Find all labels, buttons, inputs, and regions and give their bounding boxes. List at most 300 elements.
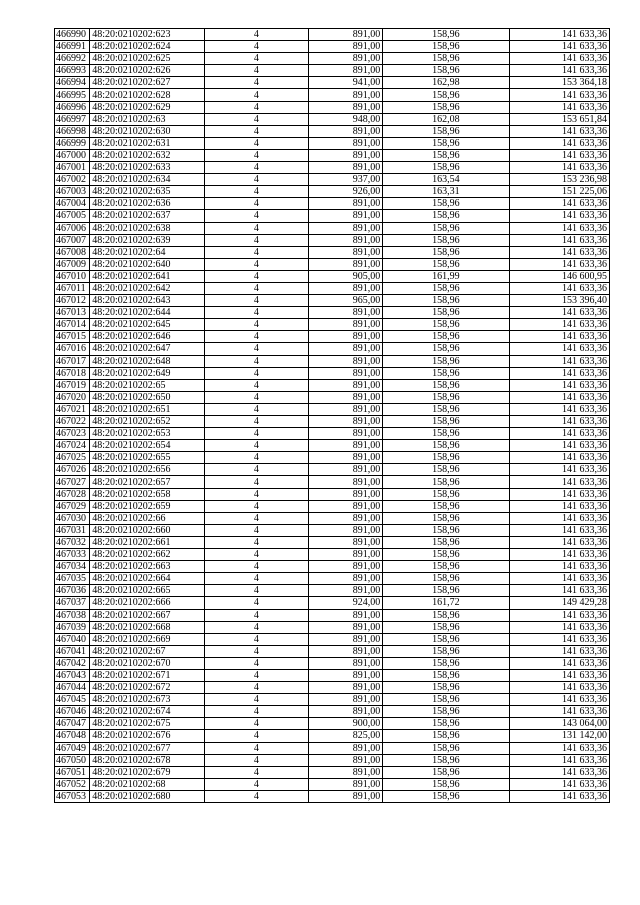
rate-cell: 158,96 bbox=[383, 464, 509, 476]
table-row bbox=[55, 476, 610, 488]
value-cell: 141 633,36 bbox=[509, 246, 609, 258]
category-cell: 4 bbox=[205, 706, 309, 718]
row-number-cell: 467022 bbox=[55, 416, 90, 428]
value-cell: 141 633,36 bbox=[509, 500, 609, 512]
category-cell: 4 bbox=[205, 29, 309, 41]
rate-cell: 158,96 bbox=[383, 500, 509, 512]
table-row bbox=[55, 766, 610, 778]
cadastral-number-cell: 48:20:0210202:647 bbox=[90, 343, 205, 355]
row-number-cell: 467028 bbox=[55, 488, 90, 500]
table-row bbox=[55, 561, 610, 573]
cadastral-number-cell: 48:20:0210202:629 bbox=[90, 101, 205, 113]
row-number-cell: 466997 bbox=[55, 113, 90, 125]
rate-cell: 158,96 bbox=[383, 210, 509, 222]
cadastral-number-cell: 48:20:0210202:652 bbox=[90, 416, 205, 428]
value-cell: 141 633,36 bbox=[509, 416, 609, 428]
table-row bbox=[55, 319, 610, 331]
table-row bbox=[55, 125, 610, 137]
value-cell: 141 633,36 bbox=[509, 367, 609, 379]
category-cell: 4 bbox=[205, 669, 309, 681]
cadastral-number-cell: 48:20:0210202:632 bbox=[90, 149, 205, 161]
rate-cell: 158,96 bbox=[383, 754, 509, 766]
cadastral-number-cell: 48:20:0210202:634 bbox=[90, 174, 205, 186]
table-row bbox=[55, 282, 610, 294]
table-row bbox=[55, 500, 610, 512]
value-cell: 141 633,36 bbox=[509, 162, 609, 174]
area-cell: 891,00 bbox=[308, 222, 383, 234]
rate-cell: 158,96 bbox=[383, 162, 509, 174]
table-row bbox=[55, 669, 610, 681]
row-number-cell: 467026 bbox=[55, 464, 90, 476]
area-cell: 891,00 bbox=[308, 585, 383, 597]
category-cell: 4 bbox=[205, 500, 309, 512]
area-cell: 891,00 bbox=[308, 101, 383, 113]
row-number-cell: 467014 bbox=[55, 319, 90, 331]
category-cell: 4 bbox=[205, 246, 309, 258]
category-cell: 4 bbox=[205, 295, 309, 307]
rate-cell: 162,98 bbox=[383, 77, 509, 89]
category-cell: 4 bbox=[205, 452, 309, 464]
table-body bbox=[55, 29, 610, 803]
area-cell: 891,00 bbox=[308, 125, 383, 137]
rate-cell: 158,96 bbox=[383, 246, 509, 258]
area-cell: 891,00 bbox=[308, 391, 383, 403]
rate-cell: 158,96 bbox=[383, 766, 509, 778]
row-number-cell: 467051 bbox=[55, 766, 90, 778]
category-cell: 4 bbox=[205, 694, 309, 706]
rate-cell: 158,96 bbox=[383, 742, 509, 754]
rate-cell: 158,96 bbox=[383, 89, 509, 101]
value-cell: 141 633,36 bbox=[509, 633, 609, 645]
category-cell: 4 bbox=[205, 186, 309, 198]
table-row bbox=[55, 379, 610, 391]
row-number-cell: 467050 bbox=[55, 754, 90, 766]
rate-cell: 158,96 bbox=[383, 416, 509, 428]
category-cell: 4 bbox=[205, 536, 309, 548]
value-cell: 141 633,36 bbox=[509, 379, 609, 391]
cadastral-number-cell: 48:20:0210202:666 bbox=[90, 597, 205, 609]
cadastral-number-cell: 48:20:0210202:638 bbox=[90, 222, 205, 234]
table-row bbox=[55, 440, 610, 452]
row-number-cell: 467025 bbox=[55, 452, 90, 464]
area-cell: 891,00 bbox=[308, 367, 383, 379]
table-row bbox=[55, 101, 610, 113]
value-cell: 141 633,36 bbox=[509, 307, 609, 319]
area-cell: 891,00 bbox=[308, 440, 383, 452]
category-cell: 4 bbox=[205, 682, 309, 694]
row-number-cell: 467029 bbox=[55, 500, 90, 512]
value-cell: 141 633,36 bbox=[509, 222, 609, 234]
row-number-cell: 466992 bbox=[55, 53, 90, 65]
area-cell: 891,00 bbox=[308, 234, 383, 246]
cadastral-number-cell: 48:20:0210202:674 bbox=[90, 706, 205, 718]
value-cell: 143 064,00 bbox=[509, 718, 609, 730]
table-row bbox=[55, 524, 610, 536]
rate-cell: 158,96 bbox=[383, 222, 509, 234]
value-cell: 141 633,36 bbox=[509, 682, 609, 694]
category-cell: 4 bbox=[205, 53, 309, 65]
value-cell: 141 633,36 bbox=[509, 125, 609, 137]
row-number-cell: 467023 bbox=[55, 428, 90, 440]
rate-cell: 158,96 bbox=[383, 331, 509, 343]
rate-cell: 158,96 bbox=[383, 198, 509, 210]
cadastral-number-cell: 48:20:0210202:628 bbox=[90, 89, 205, 101]
category-cell: 4 bbox=[205, 657, 309, 669]
table-row bbox=[55, 186, 610, 198]
category-cell: 4 bbox=[205, 754, 309, 766]
row-number-cell: 467052 bbox=[55, 778, 90, 790]
rate-cell: 158,96 bbox=[383, 367, 509, 379]
row-number-cell: 467036 bbox=[55, 585, 90, 597]
value-cell: 131 142,00 bbox=[509, 730, 609, 742]
cadastral-number-cell: 48:20:0210202:64 bbox=[90, 246, 205, 258]
cadastral-number-cell: 48:20:0210202:657 bbox=[90, 476, 205, 488]
value-cell: 141 633,36 bbox=[509, 355, 609, 367]
rate-cell: 158,96 bbox=[383, 258, 509, 270]
row-number-cell: 467041 bbox=[55, 645, 90, 657]
row-number-cell: 467017 bbox=[55, 355, 90, 367]
cadastral-number-cell: 48:20:0210202:637 bbox=[90, 210, 205, 222]
table-row bbox=[55, 488, 610, 500]
cadastral-number-cell: 48:20:0210202:68 bbox=[90, 778, 205, 790]
cadastral-value-table bbox=[54, 28, 610, 803]
row-number-cell: 467045 bbox=[55, 694, 90, 706]
value-cell: 141 633,36 bbox=[509, 524, 609, 536]
area-cell: 891,00 bbox=[308, 464, 383, 476]
table-row bbox=[55, 41, 610, 53]
value-cell: 141 633,36 bbox=[509, 742, 609, 754]
rate-cell: 158,96 bbox=[383, 234, 509, 246]
value-cell: 141 633,36 bbox=[509, 53, 609, 65]
value-cell: 141 633,36 bbox=[509, 536, 609, 548]
rate-cell: 158,96 bbox=[383, 512, 509, 524]
row-number-cell: 467049 bbox=[55, 742, 90, 754]
area-cell: 891,00 bbox=[308, 29, 383, 41]
table-row bbox=[55, 113, 610, 125]
row-number-cell: 466999 bbox=[55, 137, 90, 149]
cadastral-number-cell: 48:20:0210202:646 bbox=[90, 331, 205, 343]
cadastral-number-cell: 48:20:0210202:680 bbox=[90, 790, 205, 802]
category-cell: 4 bbox=[205, 428, 309, 440]
cadastral-number-cell: 48:20:0210202:678 bbox=[90, 754, 205, 766]
table-row bbox=[55, 778, 610, 790]
cadastral-number-cell: 48:20:0210202:640 bbox=[90, 258, 205, 270]
value-cell: 141 633,36 bbox=[509, 669, 609, 681]
category-cell: 4 bbox=[205, 718, 309, 730]
value-cell: 141 633,36 bbox=[509, 65, 609, 77]
category-cell: 4 bbox=[205, 65, 309, 77]
cadastral-number-cell: 48:20:0210202:642 bbox=[90, 282, 205, 294]
row-number-cell: 467009 bbox=[55, 258, 90, 270]
row-number-cell: 467016 bbox=[55, 343, 90, 355]
category-cell: 4 bbox=[205, 210, 309, 222]
cadastral-number-cell: 48:20:0210202:658 bbox=[90, 488, 205, 500]
rate-cell: 158,96 bbox=[383, 669, 509, 681]
cadastral-number-cell: 48:20:0210202:625 bbox=[90, 53, 205, 65]
cadastral-number-cell: 48:20:0210202:649 bbox=[90, 367, 205, 379]
category-cell: 4 bbox=[205, 585, 309, 597]
value-cell: 141 633,36 bbox=[509, 89, 609, 101]
rate-cell: 158,96 bbox=[383, 403, 509, 415]
value-cell: 153 651,84 bbox=[509, 113, 609, 125]
table-row bbox=[55, 730, 610, 742]
category-cell: 4 bbox=[205, 609, 309, 621]
table-row bbox=[55, 621, 610, 633]
rate-cell: 158,96 bbox=[383, 355, 509, 367]
value-cell: 149 429,28 bbox=[509, 597, 609, 609]
cadastral-number-cell: 48:20:0210202:664 bbox=[90, 573, 205, 585]
category-cell: 4 bbox=[205, 174, 309, 186]
cadastral-number-cell: 48:20:0210202:665 bbox=[90, 585, 205, 597]
area-cell: 891,00 bbox=[308, 428, 383, 440]
table-row bbox=[55, 343, 610, 355]
rate-cell: 158,96 bbox=[383, 657, 509, 669]
value-cell: 151 225,06 bbox=[509, 186, 609, 198]
area-cell: 891,00 bbox=[308, 609, 383, 621]
category-cell: 4 bbox=[205, 234, 309, 246]
category-cell: 4 bbox=[205, 742, 309, 754]
row-number-cell: 466995 bbox=[55, 89, 90, 101]
table-row bbox=[55, 452, 610, 464]
cadastral-number-cell: 48:20:0210202:631 bbox=[90, 137, 205, 149]
row-number-cell: 467011 bbox=[55, 282, 90, 294]
row-number-cell: 467039 bbox=[55, 621, 90, 633]
rate-cell: 158,96 bbox=[383, 53, 509, 65]
area-cell: 891,00 bbox=[308, 500, 383, 512]
cadastral-number-cell: 48:20:0210202:643 bbox=[90, 295, 205, 307]
table-row bbox=[55, 295, 610, 307]
area-cell: 891,00 bbox=[308, 754, 383, 766]
row-number-cell: 467048 bbox=[55, 730, 90, 742]
cadastral-number-cell: 48:20:0210202:679 bbox=[90, 766, 205, 778]
table-row bbox=[55, 198, 610, 210]
rate-cell: 158,96 bbox=[383, 125, 509, 137]
row-number-cell: 467047 bbox=[55, 718, 90, 730]
table-row bbox=[55, 536, 610, 548]
table-row bbox=[55, 403, 610, 415]
rate-cell: 158,96 bbox=[383, 319, 509, 331]
area-cell: 891,00 bbox=[308, 89, 383, 101]
area-cell: 926,00 bbox=[308, 186, 383, 198]
cadastral-number-cell: 48:20:0210202:670 bbox=[90, 657, 205, 669]
area-cell: 891,00 bbox=[308, 282, 383, 294]
row-number-cell: 467003 bbox=[55, 186, 90, 198]
area-cell: 891,00 bbox=[308, 343, 383, 355]
rate-cell: 158,96 bbox=[383, 488, 509, 500]
category-cell: 4 bbox=[205, 41, 309, 53]
table-row bbox=[55, 331, 610, 343]
row-number-cell: 467042 bbox=[55, 657, 90, 669]
cadastral-number-cell: 48:20:0210202:65 bbox=[90, 379, 205, 391]
category-cell: 4 bbox=[205, 282, 309, 294]
value-cell: 141 633,36 bbox=[509, 488, 609, 500]
value-cell: 141 633,36 bbox=[509, 149, 609, 161]
cadastral-number-cell: 48:20:0210202:653 bbox=[90, 428, 205, 440]
cadastral-number-cell: 48:20:0210202:661 bbox=[90, 536, 205, 548]
cadastral-number-cell: 48:20:0210202:654 bbox=[90, 440, 205, 452]
row-number-cell: 467031 bbox=[55, 524, 90, 536]
table-row bbox=[55, 270, 610, 282]
table-row bbox=[55, 162, 610, 174]
cadastral-number-cell: 48:20:0210202:63 bbox=[90, 113, 205, 125]
cadastral-number-cell: 48:20:0210202:671 bbox=[90, 669, 205, 681]
table-row bbox=[55, 645, 610, 657]
row-number-cell: 467037 bbox=[55, 597, 90, 609]
area-cell: 948,00 bbox=[308, 113, 383, 125]
rate-cell: 158,96 bbox=[383, 706, 509, 718]
row-number-cell: 467044 bbox=[55, 682, 90, 694]
value-cell: 153 396,40 bbox=[509, 295, 609, 307]
cadastral-number-cell: 48:20:0210202:66 bbox=[90, 512, 205, 524]
category-cell: 4 bbox=[205, 730, 309, 742]
rate-cell: 158,96 bbox=[383, 694, 509, 706]
category-cell: 4 bbox=[205, 137, 309, 149]
category-cell: 4 bbox=[205, 270, 309, 282]
value-cell: 141 633,36 bbox=[509, 573, 609, 585]
value-cell: 141 633,36 bbox=[509, 391, 609, 403]
area-cell: 891,00 bbox=[308, 561, 383, 573]
table-row bbox=[55, 573, 610, 585]
table-row bbox=[55, 367, 610, 379]
row-number-cell: 467005 bbox=[55, 210, 90, 222]
cadastral-number-cell: 48:20:0210202:672 bbox=[90, 682, 205, 694]
area-cell: 891,00 bbox=[308, 258, 383, 270]
area-cell: 891,00 bbox=[308, 621, 383, 633]
rate-cell: 158,96 bbox=[383, 718, 509, 730]
table-row bbox=[55, 549, 610, 561]
row-number-cell: 466996 bbox=[55, 101, 90, 113]
table-row bbox=[55, 682, 610, 694]
table-row bbox=[55, 428, 610, 440]
table-row bbox=[55, 694, 610, 706]
table-row bbox=[55, 137, 610, 149]
rate-cell: 158,96 bbox=[383, 137, 509, 149]
table-row bbox=[55, 246, 610, 258]
category-cell: 4 bbox=[205, 573, 309, 585]
area-cell: 891,00 bbox=[308, 706, 383, 718]
category-cell: 4 bbox=[205, 524, 309, 536]
rate-cell: 158,96 bbox=[383, 343, 509, 355]
category-cell: 4 bbox=[205, 149, 309, 161]
category-cell: 4 bbox=[205, 162, 309, 174]
area-cell: 891,00 bbox=[308, 488, 383, 500]
cadastral-number-cell: 48:20:0210202:623 bbox=[90, 29, 205, 41]
category-cell: 4 bbox=[205, 367, 309, 379]
table-row bbox=[55, 355, 610, 367]
value-cell: 141 633,36 bbox=[509, 331, 609, 343]
cadastral-number-cell: 48:20:0210202:67 bbox=[90, 645, 205, 657]
cadastral-number-cell: 48:20:0210202:641 bbox=[90, 270, 205, 282]
category-cell: 4 bbox=[205, 512, 309, 524]
area-cell: 891,00 bbox=[308, 416, 383, 428]
value-cell: 141 633,36 bbox=[509, 778, 609, 790]
rate-cell: 158,96 bbox=[383, 476, 509, 488]
row-number-cell: 467015 bbox=[55, 331, 90, 343]
area-cell: 891,00 bbox=[308, 379, 383, 391]
table-row bbox=[55, 790, 610, 802]
row-number-cell: 466993 bbox=[55, 65, 90, 77]
category-cell: 4 bbox=[205, 645, 309, 657]
area-cell: 891,00 bbox=[308, 512, 383, 524]
category-cell: 4 bbox=[205, 440, 309, 452]
row-number-cell: 467038 bbox=[55, 609, 90, 621]
category-cell: 4 bbox=[205, 790, 309, 802]
area-cell: 891,00 bbox=[308, 645, 383, 657]
value-cell: 141 633,36 bbox=[509, 585, 609, 597]
row-number-cell: 467030 bbox=[55, 512, 90, 524]
value-cell: 153 236,98 bbox=[509, 174, 609, 186]
rate-cell: 161,72 bbox=[383, 597, 509, 609]
row-number-cell: 467033 bbox=[55, 549, 90, 561]
area-cell: 891,00 bbox=[308, 41, 383, 53]
table-row bbox=[55, 657, 610, 669]
category-cell: 4 bbox=[205, 198, 309, 210]
value-cell: 141 633,36 bbox=[509, 754, 609, 766]
rate-cell: 162,08 bbox=[383, 113, 509, 125]
row-number-cell: 467019 bbox=[55, 379, 90, 391]
area-cell: 891,00 bbox=[308, 766, 383, 778]
cadastral-number-cell: 48:20:0210202:675 bbox=[90, 718, 205, 730]
value-cell: 141 633,36 bbox=[509, 319, 609, 331]
category-cell: 4 bbox=[205, 355, 309, 367]
rate-cell: 158,96 bbox=[383, 440, 509, 452]
area-cell: 905,00 bbox=[308, 270, 383, 282]
value-cell: 141 633,36 bbox=[509, 234, 609, 246]
rate-cell: 163,54 bbox=[383, 174, 509, 186]
area-cell: 891,00 bbox=[308, 65, 383, 77]
category-cell: 4 bbox=[205, 77, 309, 89]
cadastral-number-cell: 48:20:0210202:636 bbox=[90, 198, 205, 210]
value-cell: 141 633,36 bbox=[509, 403, 609, 415]
category-cell: 4 bbox=[205, 464, 309, 476]
value-cell: 141 633,36 bbox=[509, 137, 609, 149]
rate-cell: 158,96 bbox=[383, 295, 509, 307]
cadastral-number-cell: 48:20:0210202:663 bbox=[90, 561, 205, 573]
value-cell: 141 633,36 bbox=[509, 621, 609, 633]
cadastral-number-cell: 48:20:0210202:651 bbox=[90, 403, 205, 415]
category-cell: 4 bbox=[205, 125, 309, 137]
area-cell: 891,00 bbox=[308, 476, 383, 488]
row-number-cell: 467053 bbox=[55, 790, 90, 802]
value-cell: 153 364,18 bbox=[509, 77, 609, 89]
category-cell: 4 bbox=[205, 633, 309, 645]
row-number-cell: 467035 bbox=[55, 573, 90, 585]
area-cell: 891,00 bbox=[308, 682, 383, 694]
area-cell: 891,00 bbox=[308, 355, 383, 367]
cadastral-number-cell: 48:20:0210202:626 bbox=[90, 65, 205, 77]
cadastral-number-cell: 48:20:0210202:650 bbox=[90, 391, 205, 403]
rate-cell: 158,96 bbox=[383, 549, 509, 561]
row-number-cell: 467000 bbox=[55, 149, 90, 161]
rate-cell: 158,96 bbox=[383, 29, 509, 41]
cadastral-number-cell: 48:20:0210202:662 bbox=[90, 549, 205, 561]
rate-cell: 158,96 bbox=[383, 282, 509, 294]
table-row bbox=[55, 512, 610, 524]
rate-cell: 158,96 bbox=[383, 609, 509, 621]
area-cell: 891,00 bbox=[308, 669, 383, 681]
value-cell: 141 633,36 bbox=[509, 343, 609, 355]
row-number-cell: 467027 bbox=[55, 476, 90, 488]
table-row bbox=[55, 29, 610, 41]
cadastral-number-cell: 48:20:0210202:644 bbox=[90, 307, 205, 319]
value-cell: 141 633,36 bbox=[509, 657, 609, 669]
category-cell: 4 bbox=[205, 307, 309, 319]
value-cell: 141 633,36 bbox=[509, 706, 609, 718]
value-cell: 141 633,36 bbox=[509, 645, 609, 657]
cadastral-number-cell: 48:20:0210202:660 bbox=[90, 524, 205, 536]
rate-cell: 158,96 bbox=[383, 149, 509, 161]
table-row bbox=[55, 65, 610, 77]
